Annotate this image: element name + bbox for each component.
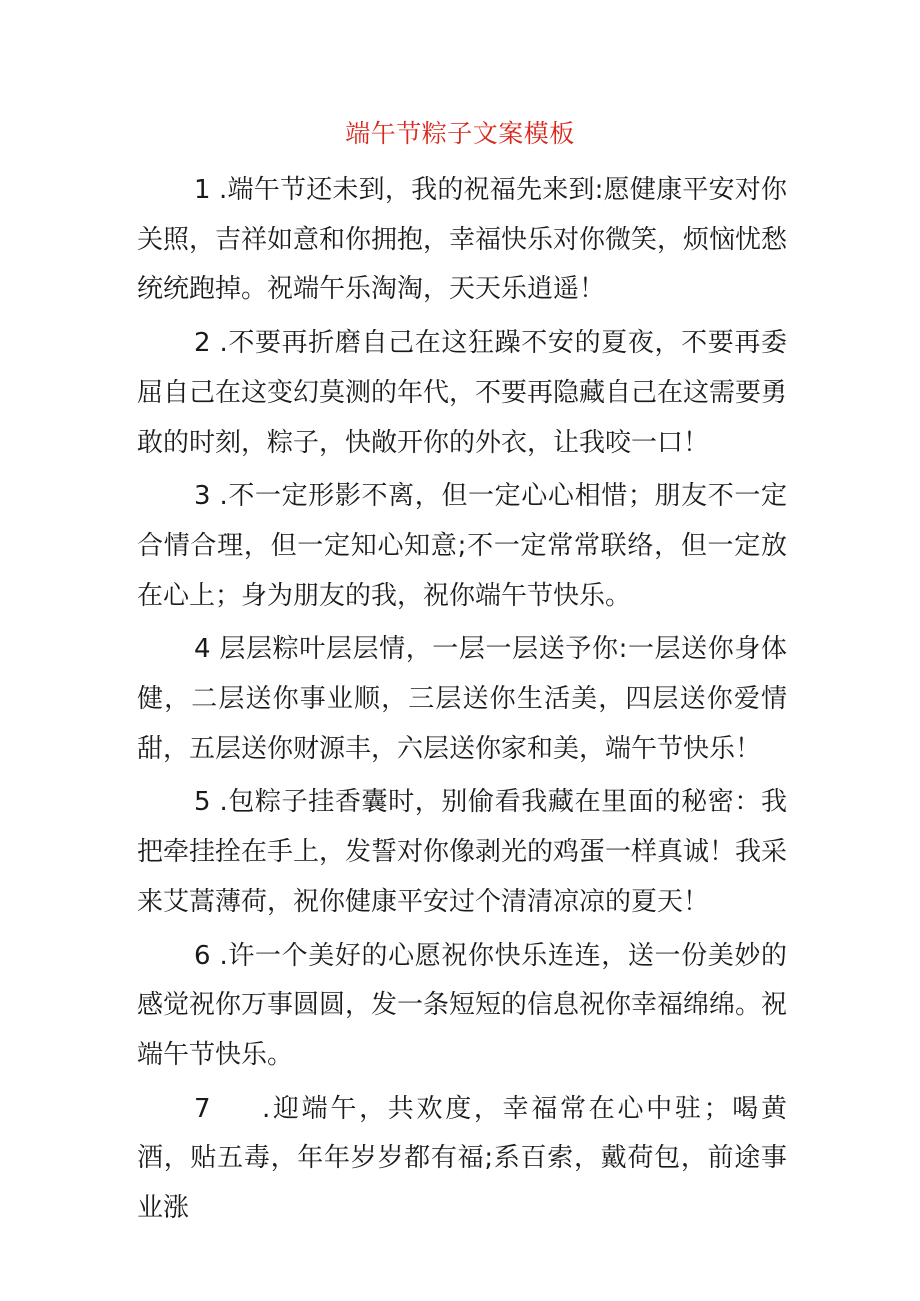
paragraph-1: [137, 166, 787, 315]
paragraph-text: 端午节还未到，我的祝福先来到:愿健康平安对你关照，吉祥如意和你拥抱，幸福快乐对你微笑，烦恼忧愁统统跑掉。祝端午乐淘淘，天天乐逍遥！: [137, 175, 788, 305]
paragraph-number: 1: [194, 175, 211, 205]
paragraph-text: 包粽子挂香囊时，别偷看我藏在里面的秘密：我把牵挂拴在手上，发誓对你像剥光的鸡蛋一样真诚！我采来艾蒿薄荷，祝你健康平安过个清清凉凉的夏天！: [137, 787, 788, 917]
paragraph-6: [137, 932, 787, 1081]
paragraph-separator: .: [262, 1093, 271, 1124]
paragraph-text: 许一个美好的心愿祝你快乐连连，送一份美妙的感觉祝你万事圆圆，发一条短短的信息祝你幸福绵绵。祝端午节快乐。: [137, 940, 788, 1070]
paragraph-3: [137, 472, 787, 621]
paragraph-separator: .: [219, 328, 228, 359]
paragraph-separator: .: [219, 940, 228, 971]
paragraph-5: [137, 778, 787, 927]
paragraph-text: 迎端午，共欢度，幸福常在心中驻；喝黄酒，贴五毒，年年岁岁都有福;系百索，戴荷包，前途事业涨: [137, 1093, 787, 1224]
paragraph-4: [137, 625, 787, 774]
paragraph-number: 7: [194, 1093, 211, 1124]
paragraph-separator: .: [219, 481, 228, 512]
paragraph-text: 层层粽叶层层情，一层一层送予你:一层送你身体健，二层送你事业顺，三层送你生活美，四层送你爱情甜，五层送你财源丰，六层送你家和美，端午节快乐！: [137, 634, 787, 764]
paragraph-number: 6: [194, 940, 211, 971]
paragraph-text: 不要再折磨自己在这狂躁不安的夏夜，不要再委屈自己在这变幻莫测的年代，不要再隐藏自己在这需要勇敢的时刻，粽子，快敞开你的外衣，让我咬一口！: [137, 328, 788, 458]
paragraph-number: 5: [194, 787, 211, 818]
paragraph-number: 3: [194, 481, 211, 512]
paragraph-number: 4: [194, 634, 211, 665]
paragraph-separator: .: [219, 175, 228, 205]
paragraph-2: [137, 319, 787, 468]
paragraph-separator: .: [219, 787, 228, 818]
document-title: 端午节粽子文案模板: [345, 119, 575, 148]
paragraph-text: 不一定形影不离，但一定心心相惜；朋友不一定合情合理，但一定知心知意;不一定常常联络，但一定放在心上；身为朋友的我，祝你端午节快乐。: [137, 481, 787, 611]
paragraph-7: [137, 1085, 787, 1234]
paragraph-number: 2: [194, 328, 211, 359]
document-body: [137, 166, 787, 1238]
